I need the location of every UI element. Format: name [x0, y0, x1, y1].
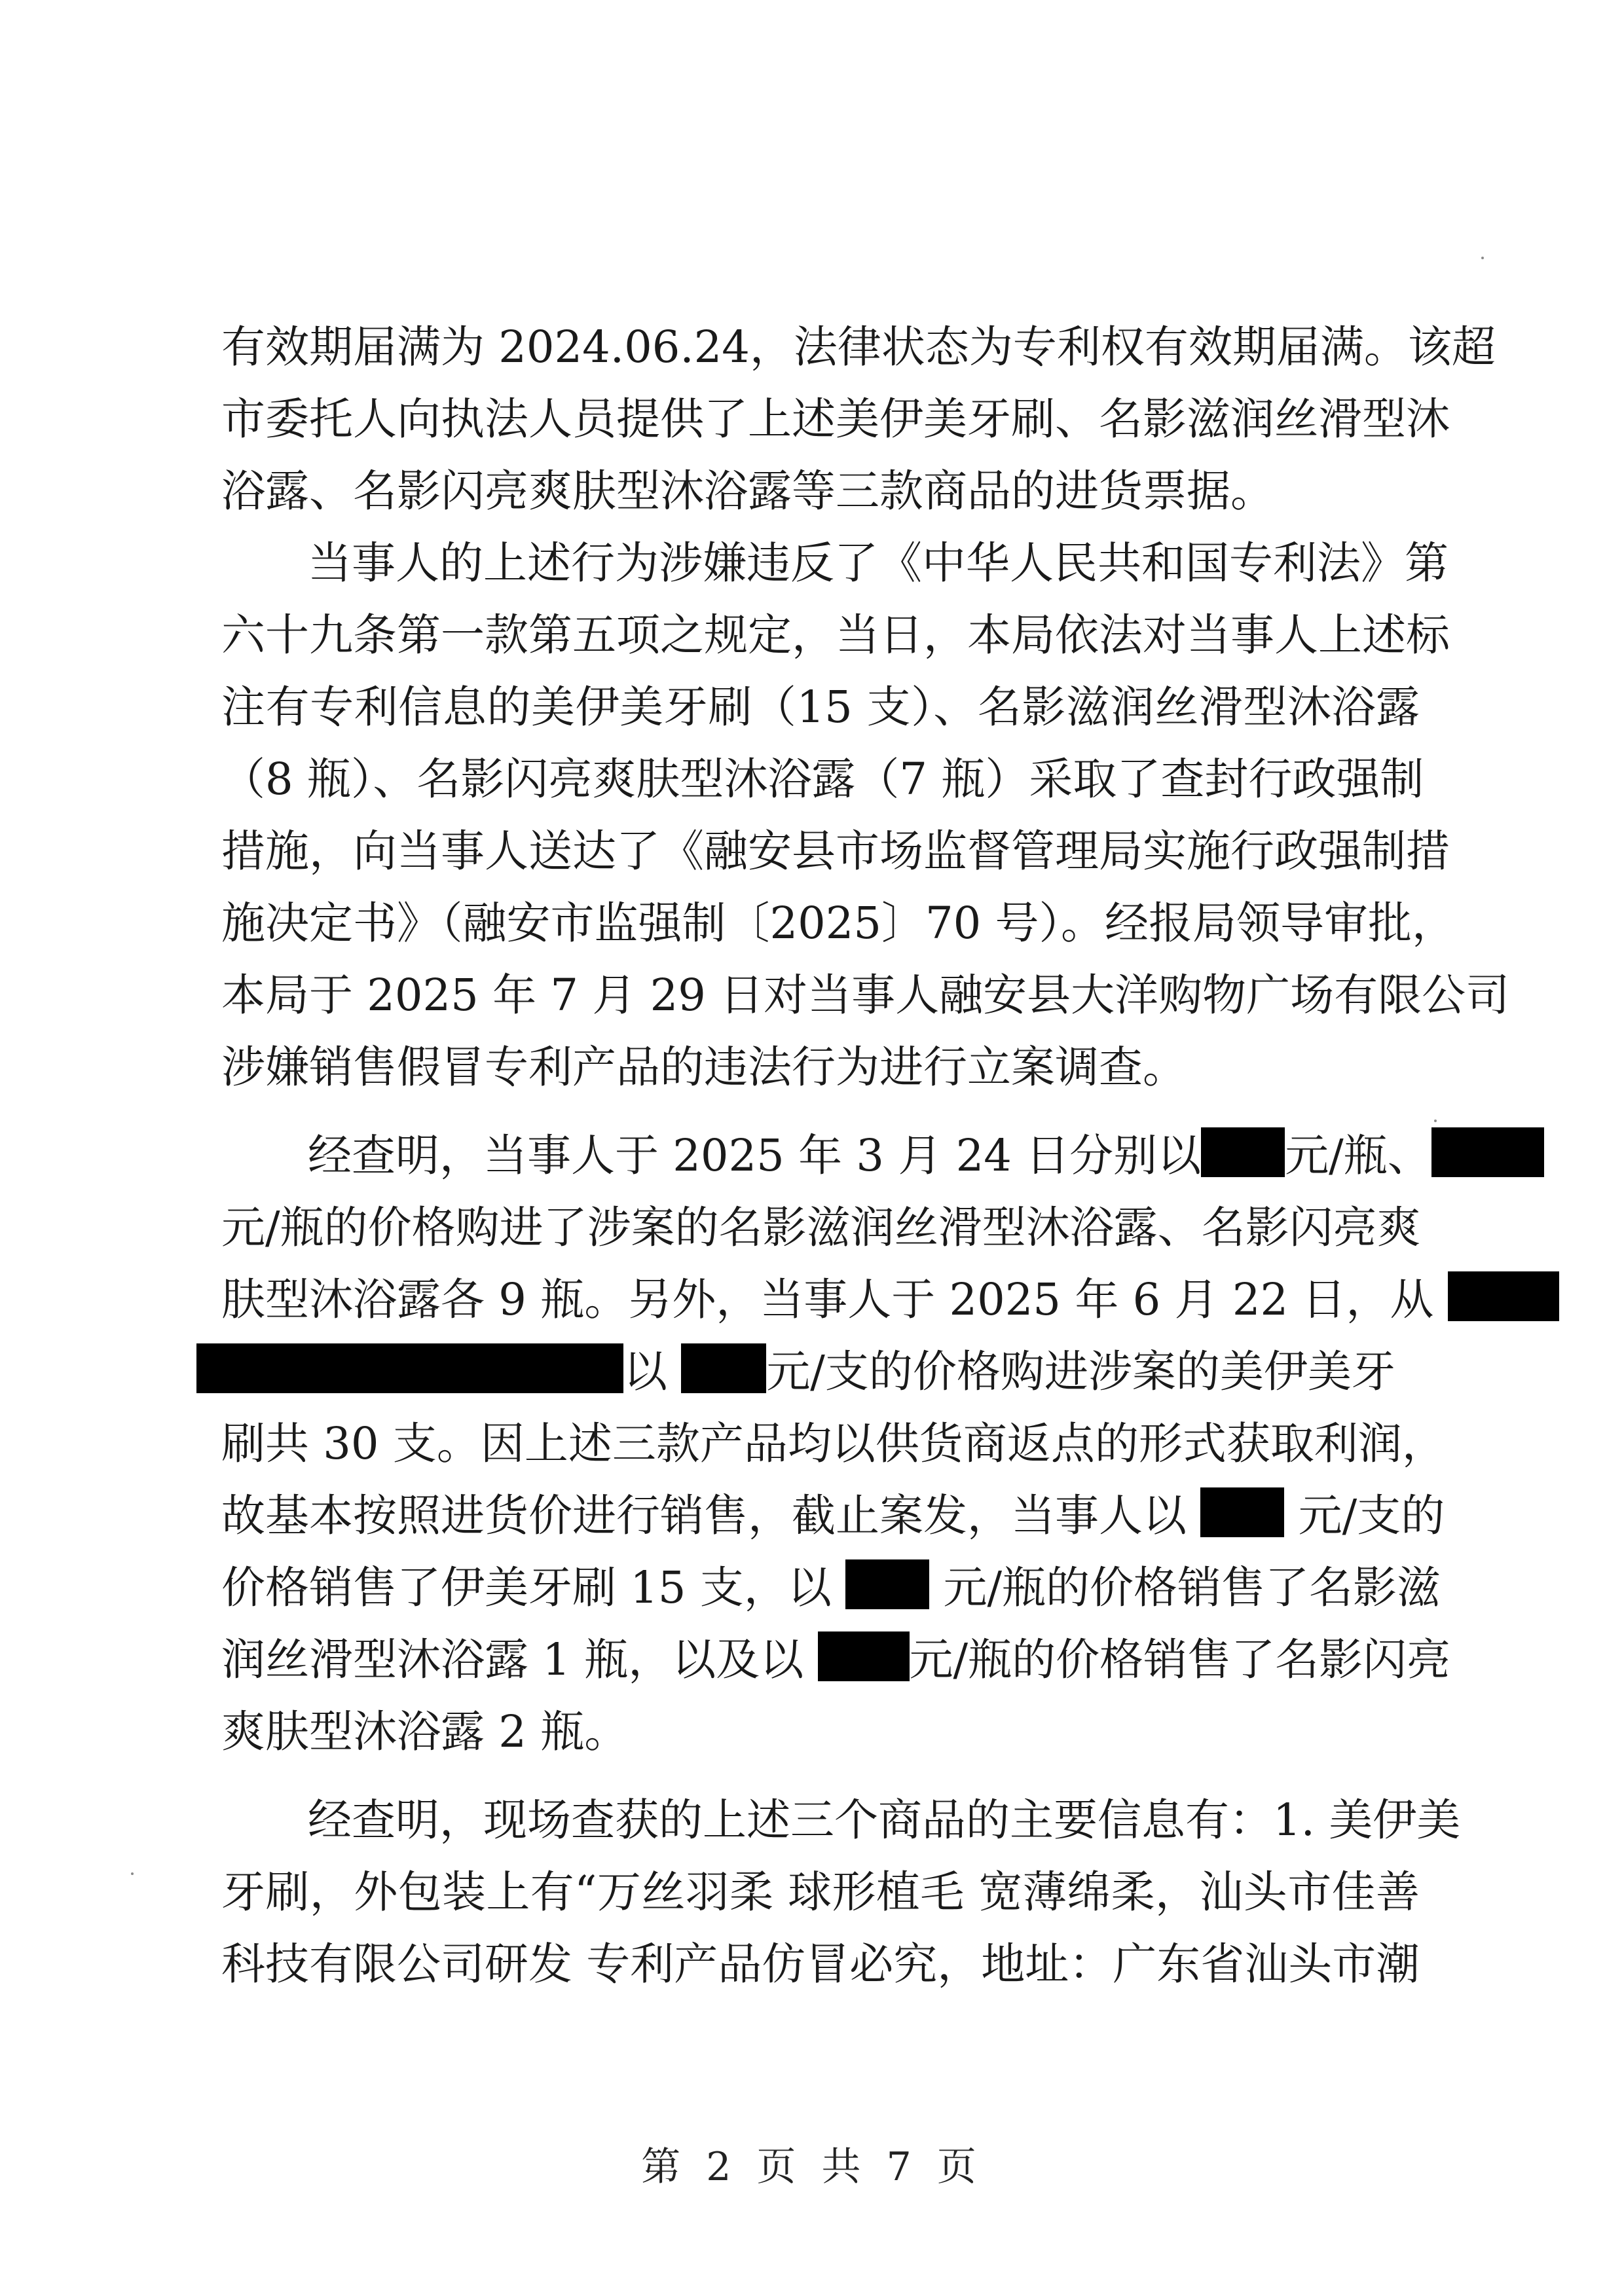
body-line: 元/瓶的价格购进了涉案的名影滋润丝滑型沐浴露、名影闪亮爽	[221, 1202, 1421, 1253]
body-line: （8 瓶）、名影闪亮爽肤型沐浴露（7 瓶）采取了查封行政强制	[221, 754, 1424, 805]
page-number: 第 2 页 共 7 页	[641, 2144, 983, 2190]
body-line: 市委托人向执法人员提供了上述美伊美牙刷、名影滋润丝滑型沐	[221, 393, 1450, 445]
body-line: 施决定书》（融安市监强制〔2025〕70 号）。经报局领导审批，	[221, 898, 1456, 949]
scan-speck	[1434, 1120, 1437, 1122]
body-text: 元/瓶、	[1285, 1130, 1431, 1181]
body-line	[221, 1551, 1441, 1624]
redaction-box	[1201, 1127, 1285, 1177]
redaction-box	[196, 1343, 623, 1393]
body-line: 刷共 30 支。因上述三款产品均以供货商返点的形式获取利润，	[221, 1418, 1446, 1469]
body-line: 注有专利信息的美伊美牙刷（15 支）、名影滋润丝滑型沐浴露	[221, 682, 1420, 733]
body-line	[221, 1623, 1451, 1696]
body-line	[308, 1119, 1431, 1192]
body-line	[196, 1335, 1421, 1408]
body-text: 价格销售了伊美牙刷 15 支，以	[221, 1562, 832, 1613]
body-line: 经查明，现场查获的上述三个商品的主要信息有：1. 美伊美	[308, 1795, 1461, 1846]
redaction-box	[1200, 1487, 1284, 1537]
body-line: 牙刷，外包装上有“万丝羽柔 球形植毛 宽薄绵柔，汕头市佳善	[221, 1867, 1420, 1918]
body-text: 润丝滑型沐浴露 1 瓶，以及以	[221, 1634, 804, 1685]
body-text: 故基本按照进货价进行销售，截止案发，当事人以	[221, 1490, 1187, 1541]
body-line: 爽肤型沐浴露 2 瓶。	[221, 1706, 629, 1757]
body-line: 有效期届满为 2024.06.24，法律状态为专利权有效期届满。该超	[221, 321, 1496, 373]
body-line	[221, 1263, 1434, 1336]
body-text: 元/支的价格购进涉案的美伊美牙	[766, 1346, 1395, 1397]
body-line: 措施，向当事人送达了《融安县市场监督管理局实施行政强制措	[221, 826, 1450, 877]
redaction-box	[818, 1631, 910, 1681]
body-line: 科技有限公司研发 专利产品仿冒必究，地址：广东省汕头市潮	[221, 1939, 1420, 1990]
body-text: 元/瓶的价格销售了名影滋	[943, 1562, 1441, 1613]
redaction-box	[681, 1343, 766, 1393]
body-line: 浴露、名影闪亮爽肤型沐浴露等三款商品的进货票据。	[221, 465, 1274, 517]
redaction-box	[1431, 1127, 1544, 1177]
body-line	[221, 1479, 1445, 1552]
body-text: 肤型沐浴露各 9 瓶。另外，当事人于 2025 年 6 月 22 日，从	[221, 1274, 1434, 1325]
body-text: 以	[623, 1346, 667, 1397]
body-line: 当事人的上述行为涉嫌违反了《中华人民共和国专利法》第	[308, 538, 1449, 589]
redaction-box	[1448, 1271, 1559, 1321]
body-line: 本局于 2025 年 7 月 29 日对当事人融安县大洋购物广场有限公司	[221, 970, 1510, 1021]
body-text: 元/瓶的价格销售了名影闪亮	[909, 1634, 1451, 1685]
body-text: 元/支的	[1298, 1490, 1445, 1541]
scan-speck	[1481, 257, 1484, 259]
body-line: 涉嫌销售假冒专利产品的违法行为进行立案调查。	[221, 1042, 1187, 1093]
redaction-box	[845, 1559, 929, 1609]
body-text: 经查明，当事人于 2025 年 3 月 24 日分别以	[308, 1130, 1202, 1181]
body-line: 六十九条第一款第五项之规定，当日，本局依法对当事人上述标	[221, 610, 1450, 661]
scan-speck	[131, 1872, 134, 1875]
